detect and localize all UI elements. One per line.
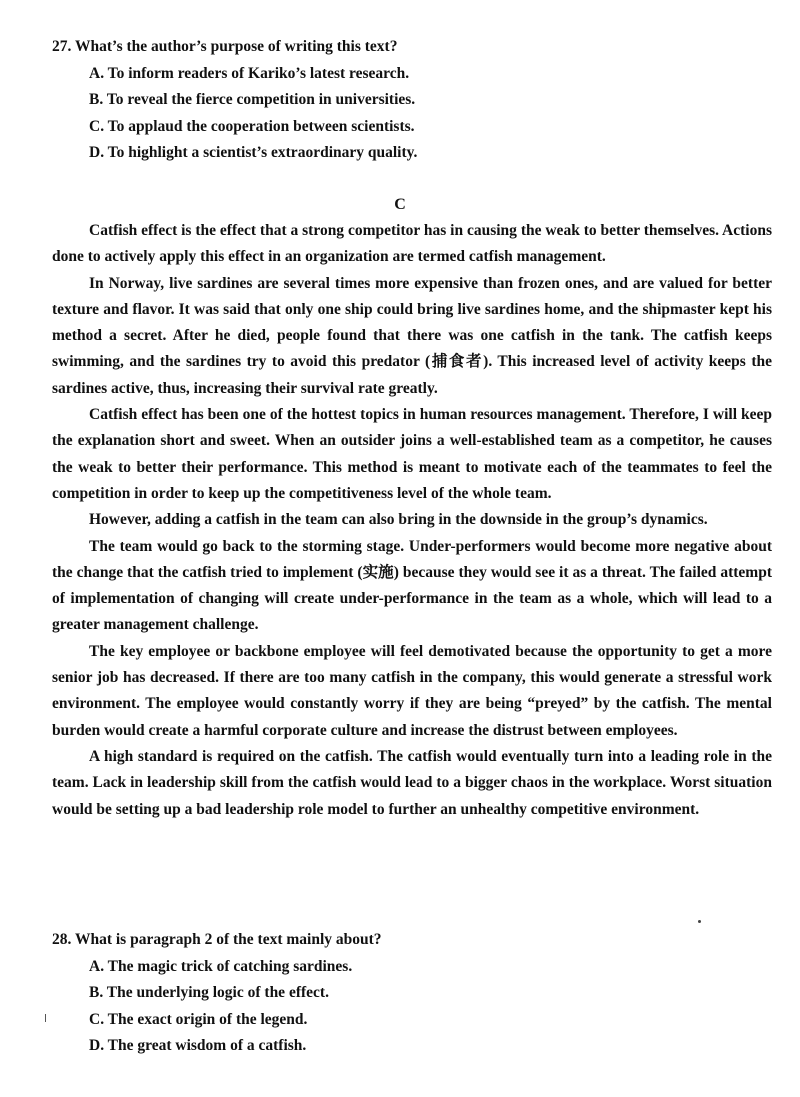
- question-27-option-d: D. To highlight a scientist’s extraordinary quality.: [89, 144, 418, 161]
- question-28-option-d: D. The great wisdom of a catfish.: [89, 1037, 307, 1054]
- passage-paragraph-5: The team would go back to the storming stage. Under-performers would become more negative about the change that the catfish tried to implement (实施) because they would see it as a threat. The failed attempt of implementation of changing will create under-performance in the team as a whole, which will lead to a greater management challenge.: [52, 537, 772, 634]
- question-28-stem: 28. What is paragraph 2 of the text mainly about?: [52, 931, 382, 948]
- question-27: [52, 34, 772, 167]
- stray-dot-mark: [698, 920, 701, 923]
- reading-passage: [52, 218, 772, 823]
- question-27-option-b: B. To reveal the fierce competition in universities.: [89, 91, 416, 108]
- question-27-option-c: C. To applaud the cooperation between scientists.: [89, 117, 415, 135]
- passage-paragraph-4: However, adding a catfish in the team can also bring in the downside in the group’s dynamics.: [89, 511, 708, 529]
- passage-paragraph-2: In Norway, live sardines are several times more expensive than frozen ones, and are valued for better texture and flavor. It was said that only one ship could bring live sardines home, and the shipmaster kept his method a secret. After he died, people found that there was one catfish in the tank. The catfish keeps swimming, and the sardines try to avoid this predator (捕食者). This increased level of activity keeps the sardines active, thus, increasing their survival rate greatly.: [52, 274, 772, 397]
- section-heading: C: [394, 196, 406, 213]
- question-27-option-a: A. To inform readers of Kariko’s latest research.: [89, 64, 410, 82]
- question-28: [52, 927, 772, 1060]
- question-28-option-c: C. The exact origin of the legend.: [89, 1010, 308, 1028]
- passage-paragraph-7: A high standard is required on the catfish. The catfish would eventually turn into a leading role in the team. Lack in leadership skill from the catfish would lead to a bigger chaos in the workplace. Worst situation would be setting up a bad leadership role model to further an unhealthy competitive environment.: [52, 747, 772, 818]
- passage-paragraph-1: Catfish effect is the effect that a strong competitor has in causing the weak to better themselves. Actions done to actively apply this effect in an organization are termed catfish management.: [52, 222, 772, 266]
- passage-paragraph-3: Catfish effect has been one of the hottest topics in human resources management. Therefore, I will keep the explanation short and sweet. When an outsider joins a well-established team as a competitor, he causes the weak to better their performance. This method is meant to motivate each of the teammates to feel the competition in order to keep up the competitiveness level of the whole team.: [52, 406, 772, 502]
- question-28-option-b: B. The underlying logic of the effect.: [89, 984, 329, 1001]
- question-28-option-a: A. The magic trick of catching sardines.: [89, 957, 353, 975]
- passage-paragraph-6: The key employee or backbone employee will feel demotivated because the opportunity to get a more senior job has decreased. If there are too many catfish in the company, this would generate a stressful work environment. The employee would constantly worry if they are being “preyed” by the catfish. The mental burden would create a harmful corporate culture and increase the distrust between employees.: [52, 642, 772, 739]
- stray-tick-mark: [45, 1014, 46, 1022]
- question-27-stem: 27. What’s the author’s purpose of writing this text?: [52, 38, 398, 55]
